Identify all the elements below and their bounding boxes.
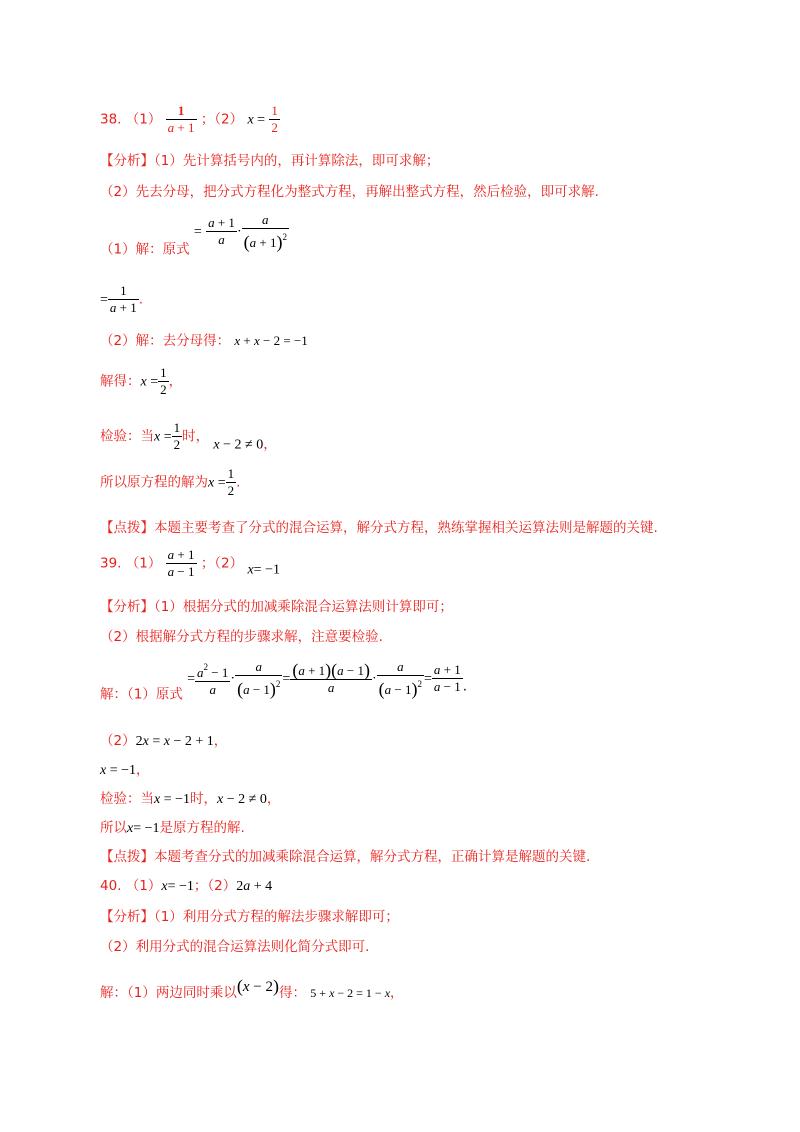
q39-analysis-2-text: （2）根据解分式方程的步骤求解，注意要检验. bbox=[100, 629, 383, 645]
q39-answer-line bbox=[100, 547, 280, 581]
q38-answer-label-1: （1） bbox=[125, 111, 162, 128]
q39-check-line: 检验：当x = −1时，x − 2 ≠ 0， bbox=[100, 791, 281, 807]
q39-comment-text: 本题考查分式的加减乘除混合运算，解分式方程，正确计算是解题的关键. bbox=[154, 849, 591, 865]
q39-result-line: x = −1， bbox=[100, 762, 150, 778]
q40-analysis-2-text: （2）利用分式的混合运算法则化简分式即可. bbox=[100, 939, 370, 955]
q40-answer-1-math: x= −1 bbox=[161, 879, 194, 894]
q39-analysis-1-text: （1）根据分式的加减乘除混合运算法则计算即可； bbox=[154, 599, 453, 615]
q39-number: 39. bbox=[100, 555, 122, 572]
q38-solution-2 bbox=[100, 331, 308, 351]
q39-sol1-expression: = $\frac{a^2 - 1}{a}$ · $\frac{a}{(a - 1)^2}$ = $\frac{(a + 1)(a - 1)}{a}$ · $\frac{a}{(a - 1)^2}$ = $\frac{a + 1}{a - 1}$ . bbox=[187, 659, 468, 699]
q40-analysis-1-text: （1）利用分式方程的解法步骤求解即可； bbox=[154, 909, 399, 925]
q39-solution-2: （2）2x = x − 2 + 1， bbox=[100, 733, 228, 749]
q40-answer-label-1: （1） bbox=[125, 878, 162, 894]
q39-conclusion-pre: 所以 bbox=[100, 820, 127, 836]
q40-sol-label: 解：（1）两边同时乘以 bbox=[100, 985, 237, 1001]
q40-equation: 5 + x − 2 = 1 − x bbox=[310, 986, 391, 1000]
q40-solution-1: 解：（1）两边同时乘以(x − 2)得： 5 + x − 2 = 1 − x， bbox=[100, 976, 404, 1001]
q38-sol1-expression: = $\frac{a + 1}{a}$ · $\frac{a}{(a + 1)^2}$ bbox=[193, 212, 287, 252]
q38-comment-tag: 【点拨】 bbox=[100, 520, 154, 536]
q39-comment-tag: 【点拨】 bbox=[100, 849, 154, 865]
q38-check-label: 检验：当 bbox=[100, 428, 154, 445]
q40-multiplier: (x − 2) bbox=[236, 976, 279, 996]
q38-conclusion-line: 所以原方程的解为x = $\frac{1}{2}$ . bbox=[100, 466, 241, 498]
q39-conclusion-line: 所以x= −1是原方程的解. bbox=[100, 820, 245, 836]
q38-check-line: 检验：当x = $\frac{1}{2}$ 时， x − 2 ≠ 0， bbox=[100, 420, 277, 453]
q39-part2-label: （2） bbox=[100, 733, 136, 749]
q38-solution-1-result: = $\frac{1}{a + 1}$ . bbox=[100, 283, 144, 315]
q38-analysis-tag: 【分析】 bbox=[100, 153, 154, 169]
q38-analysis-2-text: （2）先去分母，把分式方程化为整式方程，再解出整式方程，然后检验，即可求解. bbox=[100, 184, 599, 200]
q39-comment bbox=[100, 847, 590, 867]
q40-answer-line bbox=[100, 876, 272, 897]
q38-analysis-1 bbox=[100, 151, 439, 171]
q38-answer-2-math: x = bbox=[247, 112, 266, 128]
q38-comment bbox=[100, 518, 658, 538]
q38-sol2-label: （2）解：去分母得： bbox=[100, 333, 231, 349]
q39-answer-1-fraction: $\frac{a + 1}{a - 1}$ bbox=[167, 547, 195, 579]
q39-check-when: 时， bbox=[190, 791, 218, 807]
q39-check-label: 检验：当 bbox=[100, 791, 154, 807]
q39-solution-1 bbox=[100, 659, 467, 708]
q38-solve-line: 解得：x = $\frac{1}{2}$ ， bbox=[100, 365, 183, 397]
q39-answer-label-2: ；（2） bbox=[200, 555, 244, 572]
q38-comment-text: 本题主要考查了分式的混合运算，解分式方程，熟练掌握相关运算法则是解题的关键. bbox=[154, 520, 658, 536]
q38-analysis-1-text: （1）先计算括号内的，再计算除法，即可求解； bbox=[154, 153, 440, 169]
q39-analysis-1 bbox=[100, 597, 453, 617]
q38-sol2-equation: x + x − 2 = −1 bbox=[234, 333, 308, 348]
q38-solve-label: 解得： bbox=[100, 373, 141, 390]
q38-answer-2-fraction: $\frac{1}{2}$ bbox=[271, 103, 278, 135]
q38-conclusion-label: 所以原方程的解为 bbox=[100, 474, 208, 491]
q38-sol1-label: （1）解：原式 bbox=[100, 241, 190, 258]
q39-conclusion-post: 是原方程的解. bbox=[159, 820, 245, 836]
q38-solution-1 bbox=[100, 212, 289, 263]
q38-analysis-2 bbox=[100, 182, 599, 202]
q40-analysis-2 bbox=[100, 937, 369, 957]
q40-analysis-tag: 【分析】 bbox=[100, 909, 154, 925]
q39-analysis-2 bbox=[100, 627, 383, 647]
q38-answer-1-fraction: $\frac{1}{a + 1}$ bbox=[167, 103, 195, 135]
q38-answer-line bbox=[100, 103, 280, 136]
q38-check-when: 时， bbox=[182, 428, 210, 445]
q40-answer-2-math: 2a + 4 bbox=[236, 879, 273, 894]
q39-answer-2-math: x= −1 bbox=[247, 562, 280, 578]
q38-answer-label-2: ；（2） bbox=[200, 111, 244, 128]
q39-analysis-tag: 【分析】 bbox=[100, 599, 154, 615]
q39-answer-label-1: （1） bbox=[125, 555, 162, 572]
q40-answer-label-2: ；（2） bbox=[193, 878, 237, 894]
q40-analysis-1 bbox=[100, 907, 399, 927]
q38-number: 38. bbox=[100, 111, 122, 128]
q39-sol-label: 解：（1）原式 bbox=[100, 686, 183, 703]
q40-sol-after: 得： bbox=[278, 985, 306, 1001]
q40-number: 40. bbox=[100, 878, 122, 894]
